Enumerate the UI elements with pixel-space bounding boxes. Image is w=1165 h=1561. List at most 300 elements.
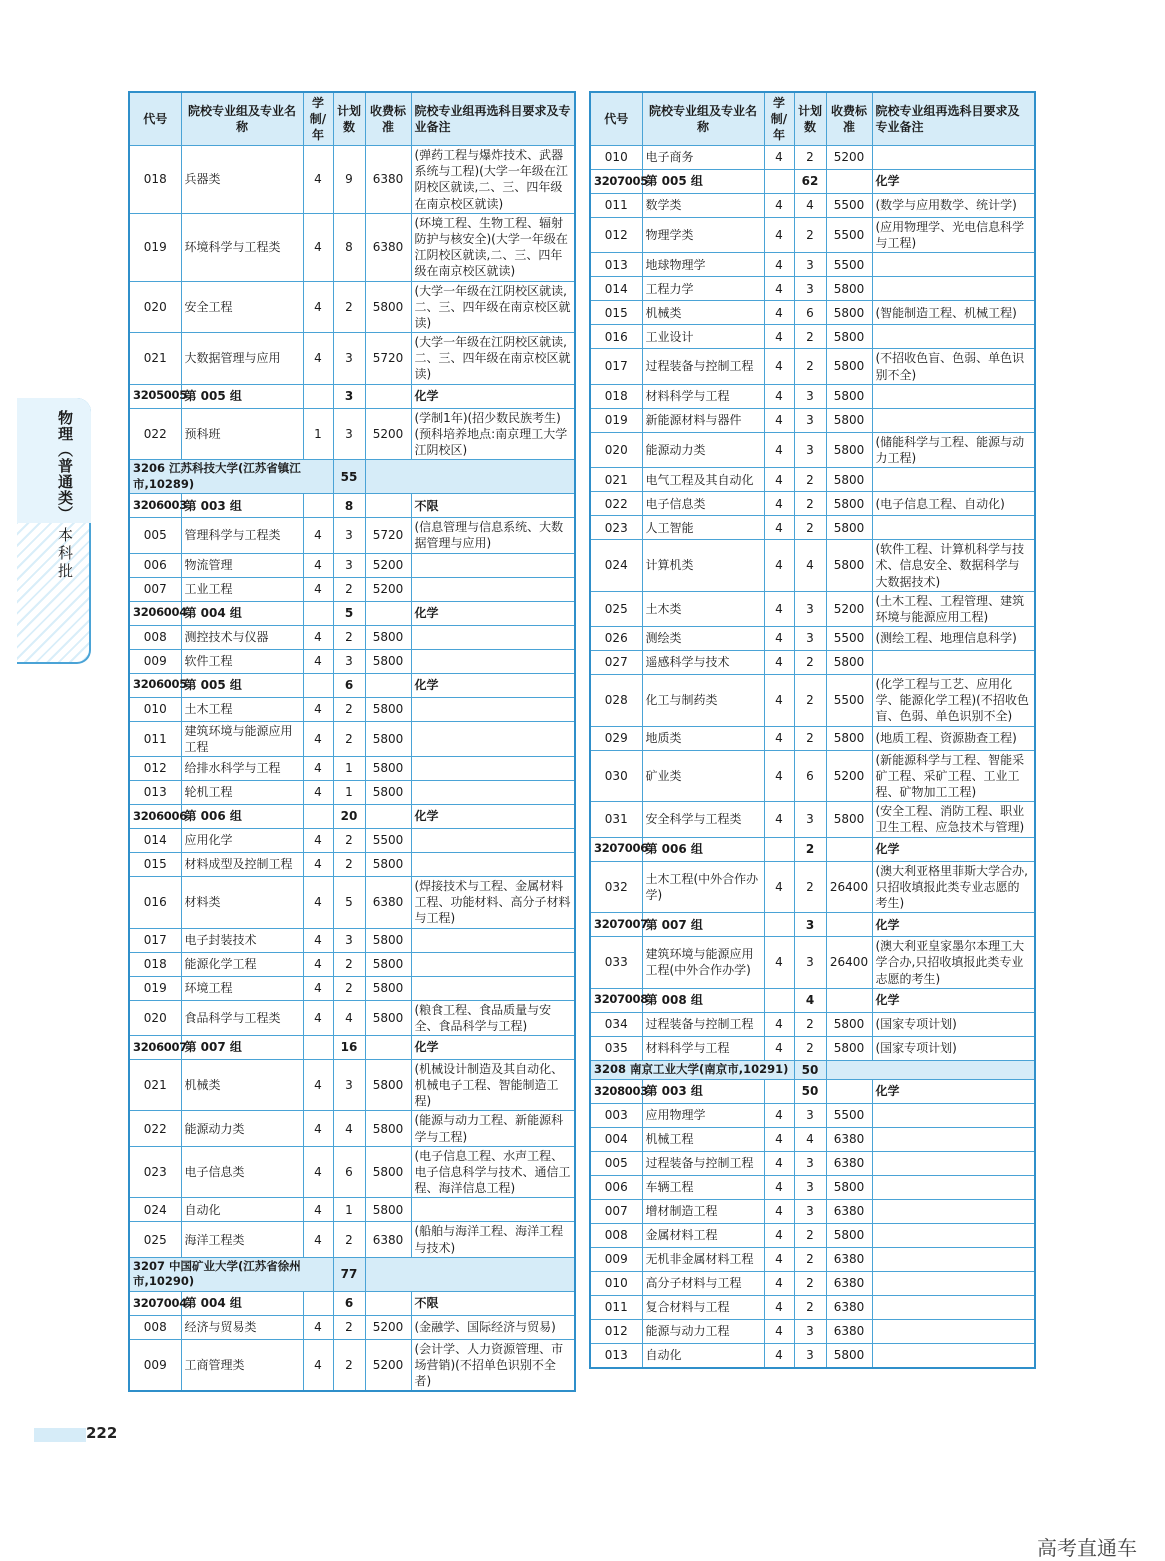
side-tab-batch: 本科批: [56, 527, 74, 581]
major-name: 数学类: [642, 194, 764, 218]
major-row: [129, 649, 575, 673]
major-fee: 5800: [365, 1111, 411, 1146]
major-plan: 2: [333, 1222, 365, 1257]
major-code: 025: [129, 1222, 181, 1257]
group-code: 3205005: [129, 384, 181, 408]
major-row: [129, 852, 575, 876]
major-years: 4: [764, 1175, 794, 1199]
group-plan: 2: [794, 837, 826, 861]
major-note: (化学工程与工艺、应用化学、能源化学工程)(不招收色盲、色弱、单色识别不全): [872, 675, 1035, 727]
major-plan: 2: [794, 1223, 826, 1247]
major-years: 4: [764, 1223, 794, 1247]
major-code: 013: [590, 253, 642, 277]
major-code: 013: [129, 780, 181, 804]
group-name: 第 007 组: [642, 913, 764, 937]
major-years: 4: [303, 281, 333, 333]
major-code: 025: [590, 591, 642, 626]
group-subject-requirement: 化学: [872, 913, 1035, 937]
major-note: [411, 756, 575, 780]
major-code: 003: [590, 1103, 642, 1127]
major-fee: 5500: [365, 828, 411, 852]
major-name: 电子信息类: [181, 1146, 303, 1198]
major-fee: 5800: [826, 408, 872, 432]
major-years: 4: [764, 194, 794, 218]
major-plan: 3: [794, 627, 826, 651]
header-name: 院校专业组及专业名称: [181, 92, 303, 146]
major-row: [590, 726, 1035, 750]
major-code: 009: [129, 649, 181, 673]
major-fee: 5800: [365, 281, 411, 333]
group-row: [590, 1079, 1035, 1103]
major-name: 材料科学与工程: [642, 384, 764, 408]
major-row: [590, 1271, 1035, 1295]
major-code: 016: [129, 876, 181, 928]
major-plan: 3: [794, 1103, 826, 1127]
major-plan: 4: [794, 540, 826, 592]
major-fee: 5200: [365, 1339, 411, 1391]
group-row: [590, 988, 1035, 1012]
major-name: 预科班: [181, 408, 303, 460]
major-plan: 2: [333, 852, 365, 876]
major-years: 4: [764, 1012, 794, 1036]
major-note: (应用物理学、光电信息科学与工程): [872, 218, 1035, 253]
major-fee: 5800: [826, 349, 872, 384]
table-header-row: [129, 92, 575, 146]
major-note: (能源与动力工程、新能源科学与工程): [411, 1111, 575, 1146]
major-plan: 2: [794, 468, 826, 492]
group-years: [303, 804, 333, 828]
major-plan: 4: [333, 1111, 365, 1146]
major-fee: 5800: [365, 1146, 411, 1198]
major-name: 自动化: [181, 1198, 303, 1222]
major-plan: 2: [333, 697, 365, 721]
major-name: 安全科学与工程类: [642, 802, 764, 837]
major-years: 4: [303, 756, 333, 780]
group-code: 3207006: [590, 837, 642, 861]
major-name: 复合材料与工程: [642, 1295, 764, 1319]
group-name: 第 007 组: [181, 1035, 303, 1059]
major-fee: 5200: [826, 750, 872, 802]
major-note: (数学与应用数学、统计学): [872, 194, 1035, 218]
major-row: [129, 828, 575, 852]
major-years: 4: [764, 1319, 794, 1343]
major-name: 机械类: [181, 1059, 303, 1111]
major-code: 022: [129, 1111, 181, 1146]
major-name: 遥感科学与技术: [642, 651, 764, 675]
major-plan: 8: [333, 213, 365, 281]
major-fee: 6380: [826, 1271, 872, 1295]
major-note: (金融学、国际经济与贸易): [411, 1315, 575, 1339]
major-plan: 2: [333, 828, 365, 852]
major-row: [590, 627, 1035, 651]
major-code: 017: [590, 349, 642, 384]
major-note: [411, 649, 575, 673]
major-plan: 4: [794, 194, 826, 218]
major-plan: 1: [333, 780, 365, 804]
group-row: [129, 673, 575, 697]
group-row: [590, 913, 1035, 937]
major-row: [590, 432, 1035, 467]
major-code: 009: [590, 1247, 642, 1271]
major-code: 030: [590, 750, 642, 802]
major-fee: 5800: [365, 928, 411, 952]
major-years: 4: [303, 1198, 333, 1222]
group-subject-requirement: 化学: [411, 804, 575, 828]
major-years: 4: [303, 577, 333, 601]
major-name: 能源化学工程: [181, 952, 303, 976]
group-name: 第 006 组: [642, 837, 764, 861]
major-row: [590, 1127, 1035, 1151]
group-code: 3208003: [590, 1079, 642, 1103]
major-row: [590, 1175, 1035, 1199]
major-note: [872, 516, 1035, 540]
major-name: 机械工程: [642, 1127, 764, 1151]
major-name: 矿业类: [642, 750, 764, 802]
major-row: [129, 1111, 575, 1146]
major-note: [411, 852, 575, 876]
major-fee: 6380: [826, 1295, 872, 1319]
major-row: [590, 349, 1035, 384]
major-years: 4: [764, 651, 794, 675]
major-note: (会计学、人力资源管理、市场营销)(不招单色识别不全者): [411, 1339, 575, 1391]
major-years: 4: [303, 213, 333, 281]
group-years: [764, 988, 794, 1012]
major-years: 4: [764, 1247, 794, 1271]
major-note: (船舶与海洋工程、海洋工程与技术): [411, 1222, 575, 1257]
major-note: (学制1年)(招少数民族考生)(预科培养地点:南京理工大学江阴校区): [411, 408, 575, 460]
major-name: 海洋工程类: [181, 1222, 303, 1257]
group-plan: 3: [794, 913, 826, 937]
major-note: (大学一年级在江阴校区就读,二、三、四年级在南京校区就读): [411, 333, 575, 385]
major-code: 028: [590, 675, 642, 727]
major-fee: 5800: [365, 976, 411, 1000]
major-years: 4: [764, 726, 794, 750]
group-plan: 8: [333, 494, 365, 518]
group-years: [303, 601, 333, 625]
major-fee: 5800: [826, 301, 872, 325]
major-note: [872, 277, 1035, 301]
major-fee: 5200: [365, 1315, 411, 1339]
major-row: [590, 1012, 1035, 1036]
group-subject-requirement: 化学: [872, 837, 1035, 861]
group-years: [764, 1079, 794, 1103]
major-name: 土木工程: [181, 697, 303, 721]
group-code: 3206006: [129, 804, 181, 828]
major-fee: 5500: [826, 675, 872, 727]
major-plan: 4: [794, 1127, 826, 1151]
major-row: [590, 408, 1035, 432]
major-row: [129, 1315, 575, 1339]
major-plan: 3: [333, 518, 365, 553]
major-code: 010: [590, 1271, 642, 1295]
group-subject-requirement: 化学: [411, 1035, 575, 1059]
major-fee: 5200: [826, 591, 872, 626]
major-years: 4: [764, 432, 794, 467]
major-years: 4: [764, 627, 794, 651]
major-plan: 3: [333, 1059, 365, 1111]
major-years: 4: [303, 1222, 333, 1257]
group-years: [303, 673, 333, 697]
major-name: 土木类: [642, 591, 764, 626]
major-name: 环境科学与工程类: [181, 213, 303, 281]
major-note: [872, 1199, 1035, 1223]
major-code: 006: [590, 1175, 642, 1199]
group-name: 第 003 组: [642, 1079, 764, 1103]
header-note: 院校专业组再选科目要求及专业备注: [411, 92, 575, 146]
group-years: [303, 384, 333, 408]
major-fee: 5800: [365, 649, 411, 673]
major-plan: 2: [794, 726, 826, 750]
major-years: 4: [303, 649, 333, 673]
major-code: 018: [129, 952, 181, 976]
group-code: 3206007: [129, 1035, 181, 1059]
group-plan: 5: [333, 601, 365, 625]
major-plan: 2: [333, 721, 365, 756]
group-plan: 4: [794, 988, 826, 1012]
group-code: 3207008: [590, 988, 642, 1012]
major-years: 4: [303, 852, 333, 876]
university-plan: 77: [333, 1257, 365, 1291]
major-code: 007: [590, 1199, 642, 1223]
major-plan: 2: [333, 952, 365, 976]
major-fee: 5500: [826, 253, 872, 277]
major-years: 4: [764, 861, 794, 913]
major-name: 材料成型及控制工程: [181, 852, 303, 876]
major-note: [872, 408, 1035, 432]
header-name: 院校专业组及专业名称: [642, 92, 764, 146]
university-row: [129, 460, 575, 494]
major-note: [872, 1271, 1035, 1295]
major-code: 019: [129, 213, 181, 281]
header-years: 学制/年: [303, 92, 333, 146]
major-name: 自动化: [642, 1343, 764, 1368]
major-note: [411, 625, 575, 649]
major-note: (土木工程、工程管理、建筑环境与能源应用工程): [872, 591, 1035, 626]
major-name: 测绘类: [642, 627, 764, 651]
major-years: 4: [303, 976, 333, 1000]
major-plan: 1: [333, 756, 365, 780]
major-plan: 3: [794, 253, 826, 277]
major-row: [129, 697, 575, 721]
major-code: 020: [590, 432, 642, 467]
group-name: 第 003 组: [181, 494, 303, 518]
major-fee: 5800: [365, 1059, 411, 1111]
major-years: 4: [764, 540, 794, 592]
major-row: [129, 146, 575, 214]
major-note: (不招收色盲、色弱、单色识别不全): [872, 349, 1035, 384]
major-years: 4: [764, 1199, 794, 1223]
major-code: 021: [129, 333, 181, 385]
major-years: 4: [303, 333, 333, 385]
table-header-row: [590, 92, 1035, 146]
major-note: [872, 1151, 1035, 1175]
major-note: (安全工程、消防工程、职业卫生工程、应急技术与管理): [872, 802, 1035, 837]
group-row: [129, 1035, 575, 1059]
group-name: 第 006 组: [181, 804, 303, 828]
major-row: [590, 540, 1035, 592]
major-name: 物流管理: [181, 553, 303, 577]
major-name: 机械类: [642, 301, 764, 325]
university-name: 3208 南京工业大学(南京市,10291): [590, 1060, 794, 1079]
major-code: 014: [590, 277, 642, 301]
major-fee: 5800: [365, 756, 411, 780]
major-plan: 3: [794, 1151, 826, 1175]
major-years: 4: [764, 301, 794, 325]
major-name: 软件工程: [181, 649, 303, 673]
group-plan: 6: [333, 1291, 365, 1315]
major-note: (国家专项计划): [872, 1012, 1035, 1036]
major-years: 4: [764, 1036, 794, 1060]
group-code: 3206005: [129, 673, 181, 697]
major-plan: 4: [333, 1000, 365, 1035]
major-code: 035: [590, 1036, 642, 1060]
major-row: [129, 553, 575, 577]
major-fee: 5800: [826, 540, 872, 592]
group-subject-requirement: 化学: [411, 384, 575, 408]
major-code: 009: [129, 1339, 181, 1391]
major-note: [872, 325, 1035, 349]
major-note: (国家专项计划): [872, 1036, 1035, 1060]
group-subject-requirement: 化学: [872, 988, 1035, 1012]
group-row: [590, 837, 1035, 861]
group-row: [129, 384, 575, 408]
major-row: [590, 591, 1035, 626]
major-years: 4: [764, 408, 794, 432]
major-plan: 2: [794, 1012, 826, 1036]
group-fee: [826, 988, 872, 1012]
major-plan: 3: [794, 277, 826, 301]
major-plan: 2: [794, 492, 826, 516]
major-years: 4: [764, 492, 794, 516]
major-note: [411, 1198, 575, 1222]
major-code: 013: [590, 1343, 642, 1368]
group-years: [303, 494, 333, 518]
university-row: [590, 1060, 1035, 1079]
major-plan: 2: [794, 1247, 826, 1271]
major-code: 015: [590, 301, 642, 325]
major-row: [129, 333, 575, 385]
major-code: 011: [590, 194, 642, 218]
major-name: 电子商务: [642, 146, 764, 170]
major-note: [872, 384, 1035, 408]
major-plan: 3: [333, 928, 365, 952]
university-name: 3207 中国矿业大学(江苏省徐州市,10290): [129, 1257, 333, 1291]
major-years: 4: [303, 1146, 333, 1198]
major-fee: 5800: [826, 1343, 872, 1368]
major-plan: 2: [794, 651, 826, 675]
major-row: [129, 928, 575, 952]
major-name: 建筑环境与能源应用工程: [181, 721, 303, 756]
major-fee: 5800: [365, 625, 411, 649]
group-name: 第 005 组: [642, 170, 764, 194]
major-fee: 5800: [826, 1223, 872, 1247]
major-note: [411, 721, 575, 756]
group-fee: [365, 384, 411, 408]
group-code: 3207007: [590, 913, 642, 937]
major-fee: 5500: [826, 218, 872, 253]
major-row: [590, 384, 1035, 408]
major-years: 4: [764, 1271, 794, 1295]
group-subject-requirement: 化学: [411, 673, 575, 697]
major-years: 4: [764, 218, 794, 253]
group-plan: 16: [333, 1035, 365, 1059]
major-fee: 5800: [365, 1000, 411, 1035]
group-subject-requirement: 化学: [872, 1079, 1035, 1103]
group-years: [764, 837, 794, 861]
group-subject-requirement: 化学: [872, 170, 1035, 194]
major-fee: 6380: [826, 1199, 872, 1223]
major-fee: 5800: [826, 468, 872, 492]
major-fee: 6380: [365, 1222, 411, 1257]
major-code: 008: [129, 625, 181, 649]
group-row: [129, 804, 575, 828]
group-fee: [365, 804, 411, 828]
major-fee: 5800: [365, 780, 411, 804]
major-name: 经济与贸易类: [181, 1315, 303, 1339]
major-years: 4: [303, 876, 333, 928]
major-note: [872, 1343, 1035, 1368]
major-fee: 5200: [365, 553, 411, 577]
group-fee: [365, 601, 411, 625]
major-code: 018: [590, 384, 642, 408]
admission-table-right: [589, 91, 1036, 1369]
major-note: (大学一年级在江阴校区就读,二、三、四年级在南京校区就读): [411, 281, 575, 333]
major-name: 物理学类: [642, 218, 764, 253]
major-note: (电子信息工程、水声工程、电子信息科学与技术、通信工程、海洋信息工程): [411, 1146, 575, 1198]
major-note: (智能制造工程、机械工程): [872, 301, 1035, 325]
major-plan: 3: [794, 802, 826, 837]
university-blank: [826, 1060, 1035, 1079]
major-name: 地球物理学: [642, 253, 764, 277]
university-plan: 50: [794, 1060, 826, 1079]
major-row: [590, 468, 1035, 492]
major-name: 电子信息类: [642, 492, 764, 516]
major-note: [411, 952, 575, 976]
major-row: [590, 1247, 1035, 1271]
major-code: 012: [590, 1319, 642, 1343]
major-code: 012: [590, 218, 642, 253]
major-row: [129, 1146, 575, 1198]
major-years: 4: [764, 146, 794, 170]
group-years: [303, 1035, 333, 1059]
major-name: 大数据管理与应用: [181, 333, 303, 385]
major-years: 4: [764, 1103, 794, 1127]
major-plan: 5: [333, 876, 365, 928]
major-years: 4: [303, 1111, 333, 1146]
major-row: [129, 1059, 575, 1111]
major-name: 能源动力类: [181, 1111, 303, 1146]
major-name: 工业工程: [181, 577, 303, 601]
major-name: 能源与动力工程: [642, 1319, 764, 1343]
major-plan: 2: [333, 577, 365, 601]
group-code: 3206004: [129, 601, 181, 625]
major-note: [411, 780, 575, 804]
major-note: (新能源科学与工程、智能采矿工程、采矿工程、工业工程、矿物加工工程): [872, 750, 1035, 802]
major-row: [590, 1223, 1035, 1247]
major-note: [872, 1319, 1035, 1343]
major-code: 023: [590, 516, 642, 540]
major-fee: 5800: [826, 726, 872, 750]
group-fee: [826, 913, 872, 937]
major-plan: 3: [794, 591, 826, 626]
major-fee: 5800: [365, 1198, 411, 1222]
major-name: 计算机类: [642, 540, 764, 592]
major-note: [411, 577, 575, 601]
major-name: 增材制造工程: [642, 1199, 764, 1223]
major-plan: 2: [794, 1271, 826, 1295]
major-note: (储能科学与工程、能源与动力工程): [872, 432, 1035, 467]
major-years: 4: [303, 1315, 333, 1339]
